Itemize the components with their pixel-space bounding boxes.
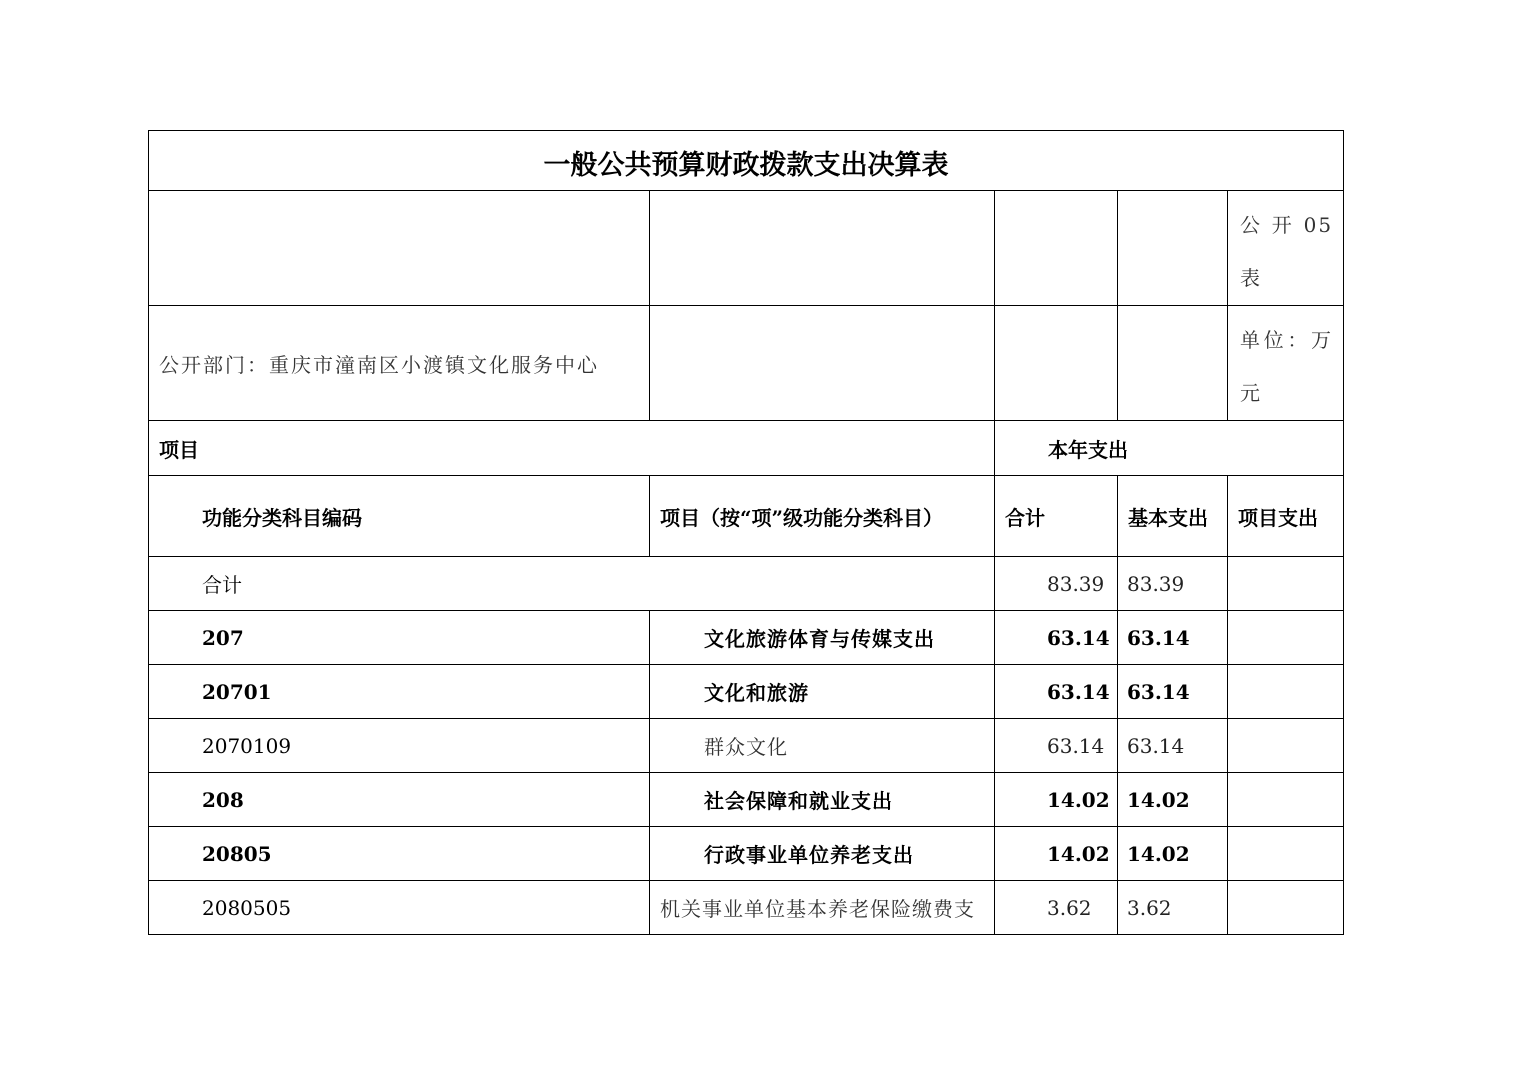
row-basic: 3.62 <box>1118 881 1228 935</box>
table-row <box>149 773 1344 827</box>
row-name: 群众文化 <box>650 719 995 773</box>
row-code: 2080505 <box>149 881 650 935</box>
unit-line1: 单位：万 <box>1240 328 1334 352</box>
unit-label <box>1228 306 1344 421</box>
expenditure-table <box>148 130 1344 935</box>
empty-cell <box>995 306 1118 421</box>
header-project: 项目支出 <box>1228 476 1344 557</box>
row-project <box>1228 881 1344 935</box>
row-code: 208 <box>149 773 650 827</box>
row-code: 207 <box>149 611 650 665</box>
header-item: 项目 <box>149 421 995 476</box>
row-basic: 63.14 <box>1118 719 1228 773</box>
row-project <box>1228 611 1344 665</box>
total-amount: 83.39 <box>995 557 1118 611</box>
row-total: 63.14 <box>995 611 1118 665</box>
table-row <box>149 881 1344 935</box>
empty-cell <box>995 191 1118 306</box>
row-total: 14.02 <box>995 773 1118 827</box>
total-label: 合计 <box>149 557 995 611</box>
total-project <box>1228 557 1344 611</box>
form-number-line1: 公开05 <box>1240 213 1334 237</box>
row-code: 2070109 <box>149 719 650 773</box>
row-code: 20805 <box>149 827 650 881</box>
table-row <box>149 719 1344 773</box>
row-name: 机关事业单位基本养老保险缴费支 <box>650 881 995 935</box>
header-current-year: 本年支出 <box>995 421 1344 476</box>
table-row <box>149 665 1344 719</box>
row-code: 20701 <box>149 665 650 719</box>
empty-cell <box>1118 306 1228 421</box>
form-number-line2: 表 <box>1240 266 1260 290</box>
empty-cell <box>650 306 995 421</box>
header-basic: 基本支出 <box>1118 476 1228 557</box>
row-name: 文化和旅游 <box>650 665 995 719</box>
header-total: 合计 <box>995 476 1118 557</box>
row-total: 63.14 <box>995 719 1118 773</box>
row-basic: 14.02 <box>1118 773 1228 827</box>
row-project <box>1228 665 1344 719</box>
empty-cell <box>149 191 650 306</box>
row-basic: 14.02 <box>1118 827 1228 881</box>
total-row <box>149 557 1344 611</box>
empty-cell <box>1118 191 1228 306</box>
row-project <box>1228 773 1344 827</box>
department-cell <box>149 306 650 421</box>
row-project <box>1228 827 1344 881</box>
empty-cell <box>650 191 995 306</box>
table-row <box>149 611 1344 665</box>
unit-line2: 元 <box>1240 381 1260 405</box>
row-total: 3.62 <box>995 881 1118 935</box>
row-name: 文化旅游体育与传媒支出 <box>650 611 995 665</box>
row-project <box>1228 719 1344 773</box>
table-row <box>149 827 1344 881</box>
header-item-by-class: 项目（按“项”级功能分类科目） <box>650 476 995 557</box>
row-total: 14.02 <box>995 827 1118 881</box>
total-basic: 83.39 <box>1118 557 1228 611</box>
form-number <box>1228 191 1344 306</box>
row-basic: 63.14 <box>1118 611 1228 665</box>
row-name: 行政事业单位养老支出 <box>650 827 995 881</box>
header-code: 功能分类科目编码 <box>149 476 650 557</box>
row-name: 社会保障和就业支出 <box>650 773 995 827</box>
department-label: 公开部门：重庆市潼南区小渡镇文化服务中心 <box>159 352 599 377</box>
row-basic: 63.14 <box>1118 665 1228 719</box>
table-title: 一般公共预算财政拨款支出决算表 <box>149 131 1344 191</box>
row-total: 63.14 <box>995 665 1118 719</box>
